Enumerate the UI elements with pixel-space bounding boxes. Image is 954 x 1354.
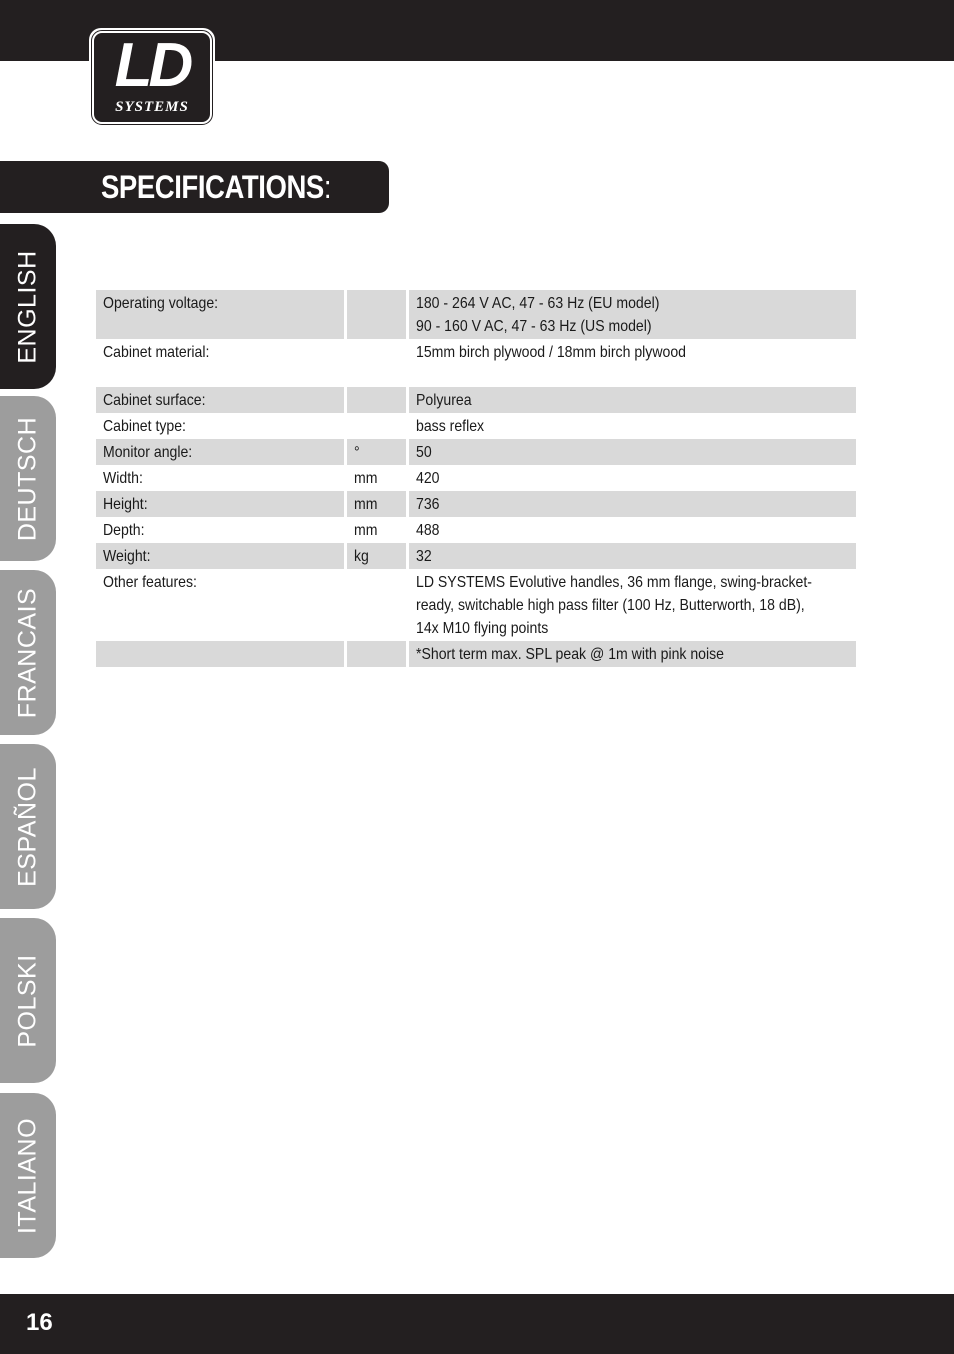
page-title: SPECIFICATIONS:	[101, 169, 332, 205]
tab-label: POLSKI	[13, 953, 42, 1048]
spec-unit	[347, 641, 406, 667]
spec-value: 736	[409, 491, 856, 517]
spec-unit: °	[347, 439, 406, 465]
spec-value: Polyurea	[409, 387, 856, 413]
spec-unit	[347, 290, 406, 339]
table-row	[96, 387, 856, 413]
spec-unit	[347, 387, 406, 413]
spec-value: *Short term max. SPL peak @ 1m with pink noise	[409, 641, 856, 667]
table-row	[96, 517, 856, 543]
spec-label: Cabinet type:	[103, 418, 186, 435]
table-row	[96, 339, 856, 387]
tab-label: ESPAÑOL	[13, 766, 42, 887]
tab-label: FRANCAIS	[13, 587, 42, 718]
table-row	[96, 491, 856, 517]
spec-unit: mm	[347, 491, 406, 517]
table-row	[96, 290, 856, 339]
spec-unit	[347, 339, 406, 387]
spec-label: Depth:	[103, 522, 145, 539]
spec-value: 50	[409, 439, 856, 465]
spec-value: bass reflex	[416, 418, 485, 435]
ld-systems-logo	[89, 28, 215, 127]
spec-label	[96, 641, 344, 667]
tab-polski[interactable]	[0, 918, 56, 1083]
spec-unit: mm	[354, 522, 378, 539]
table-row	[96, 569, 856, 639]
spec-label: Weight:	[96, 543, 344, 569]
section-title-bar	[0, 161, 389, 213]
tab-deutsch[interactable]	[0, 396, 56, 561]
spec-label: Cabinet material:	[103, 344, 210, 361]
tab-italiano[interactable]	[0, 1093, 56, 1258]
tab-label: DEUTSCH	[13, 416, 42, 541]
spec-label: Operating voltage:	[96, 290, 344, 339]
spec-value: 32	[409, 543, 856, 569]
spec-unit	[347, 413, 406, 439]
table-row	[96, 641, 856, 667]
table-row	[96, 543, 856, 569]
table-row	[96, 439, 856, 465]
spec-label: Height:	[96, 491, 344, 517]
spec-value: LD SYSTEMS Evolutive handles, 36 mm flange, swing-bracket- ready, switchable high pass filter (100 Hz, Butterworth, 18 dB), 14x M10 flying points	[416, 574, 812, 637]
spec-value: 15mm birch plywood / 18mm birch plywood	[416, 344, 686, 361]
spec-label: Monitor angle:	[96, 439, 344, 465]
spec-label: Other features:	[103, 574, 197, 591]
logo-mark: LD	[114, 31, 190, 100]
tab-espanol[interactable]	[0, 744, 56, 909]
table-row	[96, 413, 856, 439]
specifications-table	[96, 290, 856, 667]
spec-label: Width:	[103, 470, 143, 487]
spec-value: 180 - 264 V AC, 47 - 63 Hz (EU model) 90 - 160 V AC, 47 - 63 Hz (US model)	[409, 290, 856, 339]
bottom-bar	[0, 1294, 954, 1354]
tab-english[interactable]	[0, 224, 56, 389]
page-number: 16	[26, 1309, 53, 1336]
spec-value: 420	[416, 470, 440, 487]
table-row	[96, 465, 856, 491]
tab-label: ENGLISH	[13, 249, 42, 364]
spec-label: Cabinet surface:	[96, 387, 344, 413]
spec-unit	[347, 569, 406, 639]
tab-label: ITALIANO	[13, 1117, 42, 1234]
spec-value: 488	[416, 522, 440, 539]
spec-unit: mm	[354, 470, 378, 487]
logo-subtitle: SYSTEMS	[115, 99, 189, 115]
tab-francais[interactable]	[0, 570, 56, 735]
spec-unit: kg	[347, 543, 406, 569]
